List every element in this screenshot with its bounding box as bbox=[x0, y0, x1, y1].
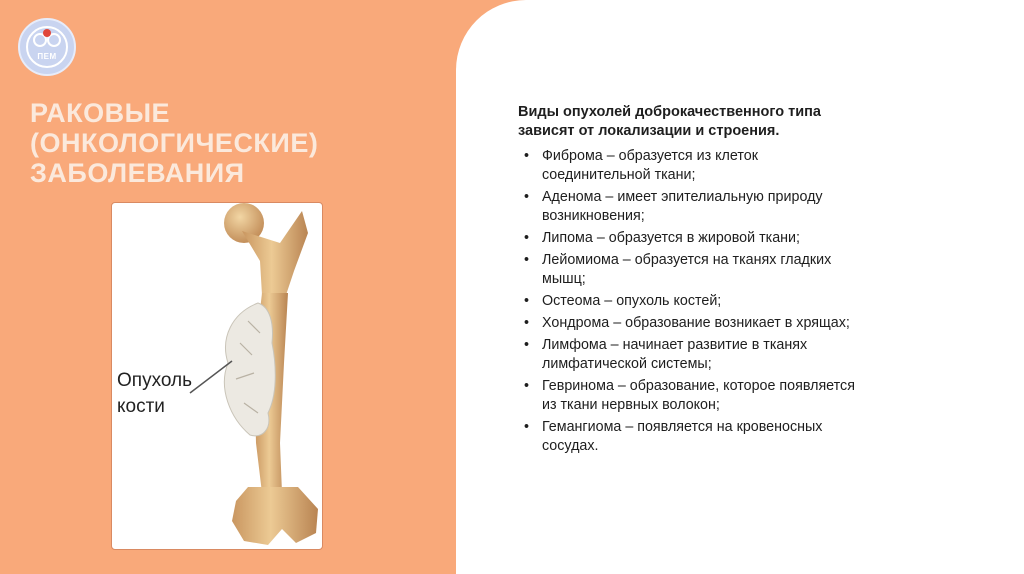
list-item bbox=[518, 229, 988, 248]
list-item bbox=[518, 314, 988, 333]
intro-text bbox=[518, 103, 988, 141]
intro-line: зависят от локализации и строения. bbox=[518, 123, 780, 139]
list-item bbox=[518, 377, 988, 415]
list-item-line: из ткани нервных волокон; bbox=[542, 397, 720, 413]
bullet: • bbox=[524, 378, 530, 394]
bullet: • bbox=[524, 315, 530, 331]
list-item-line: Липома – образуется в жировой ткани; bbox=[542, 230, 801, 246]
bullet: • bbox=[524, 419, 530, 435]
list-item bbox=[518, 147, 988, 185]
list-item bbox=[518, 418, 988, 456]
title-line: (ОНКОЛОГИЧЕСКИЕ) bbox=[30, 128, 319, 158]
list-item-line: Хондрома – образование возникает в хрящах; bbox=[542, 315, 850, 331]
list-item-line: соединительной ткани; bbox=[542, 167, 696, 183]
title-line: РАКОВЫЕ bbox=[30, 98, 171, 128]
bullet: • bbox=[524, 148, 530, 164]
list-item-line: Лимфома – начинает развитие в тканях bbox=[542, 337, 808, 353]
bullet: • bbox=[524, 189, 530, 205]
logo bbox=[18, 18, 76, 76]
list-item-line: мышц; bbox=[542, 271, 586, 287]
list-item bbox=[518, 292, 988, 311]
tumor-label-line: кости bbox=[117, 396, 165, 417]
logo-icon bbox=[20, 20, 74, 74]
content-text bbox=[518, 103, 988, 459]
slide-title bbox=[30, 98, 410, 188]
list-item-line: Фиброма – образуется из клеток bbox=[542, 148, 758, 164]
title-line: ЗАБОЛЕВАНИЯ bbox=[30, 158, 245, 188]
bullet: • bbox=[524, 252, 530, 268]
list-item-line: Гемангиома – появляется на кровеносных bbox=[542, 419, 823, 435]
bullet: • bbox=[524, 337, 530, 353]
list-item-line: лимфатической системы; bbox=[542, 356, 712, 372]
tumor-label-line: Опухоль bbox=[117, 370, 192, 391]
list-item bbox=[518, 188, 988, 226]
list-item-line: Аденома – имеет эпителиальную природу bbox=[542, 189, 823, 205]
list-item-line: возникновения; bbox=[542, 208, 645, 224]
list-item-line: Остеома – опухоль костей; bbox=[542, 293, 722, 309]
list-item-line: Лейомиома – образуется на тканях гладких bbox=[542, 252, 832, 268]
list-item bbox=[518, 336, 988, 374]
intro-line: Виды опухолей доброкачественного типа bbox=[518, 104, 821, 120]
list-item-line: Гевринома – образование, которое появляется bbox=[542, 378, 855, 394]
logo-text: ПЕМ bbox=[37, 52, 57, 61]
list-item bbox=[518, 251, 988, 289]
tumor-types-list bbox=[518, 147, 988, 456]
bullet: • bbox=[524, 230, 530, 246]
bullet: • bbox=[524, 293, 530, 309]
tumor-label bbox=[117, 368, 192, 420]
list-item-line: сосудах. bbox=[542, 438, 599, 454]
